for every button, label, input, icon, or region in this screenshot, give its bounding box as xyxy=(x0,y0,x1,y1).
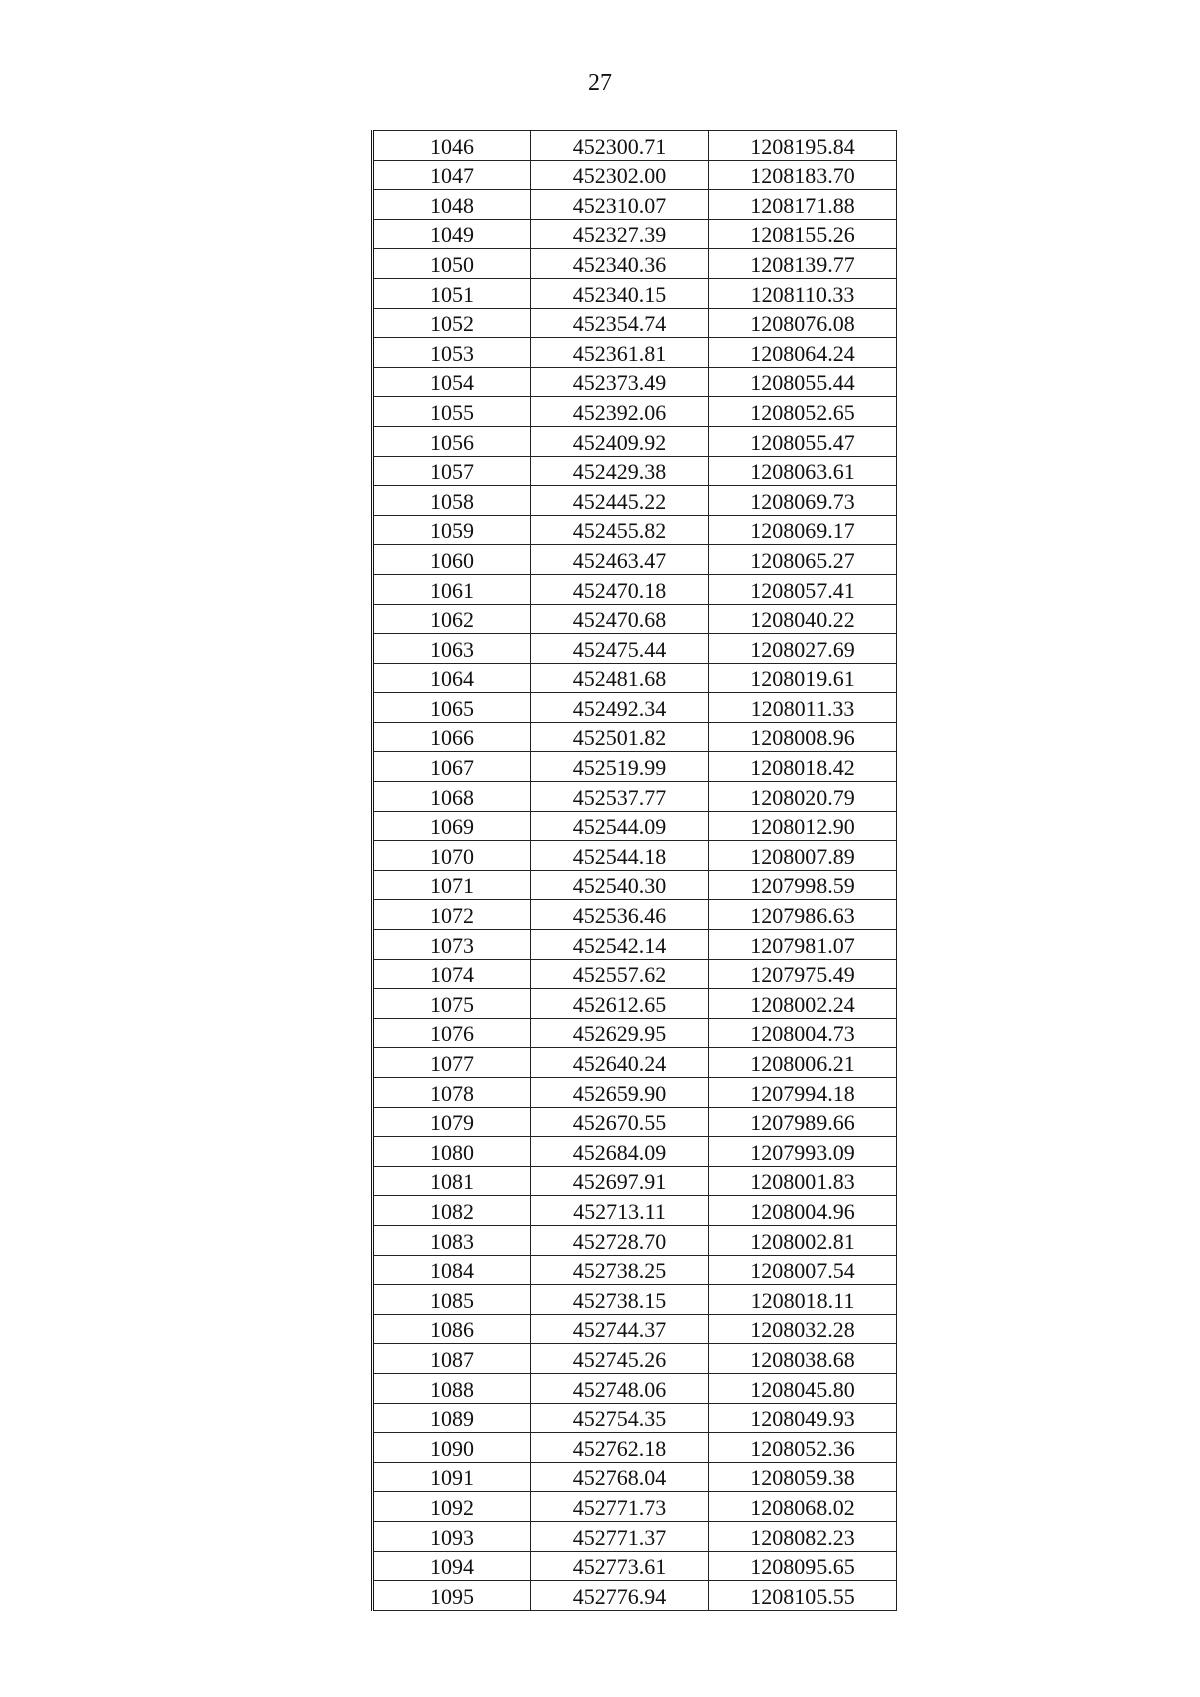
x-coordinate-cell: 452773.61 xyxy=(531,1551,709,1581)
point-number-cell: 1079 xyxy=(373,1107,531,1137)
x-coordinate-cell: 452629.95 xyxy=(531,1018,709,1048)
table-row xyxy=(373,841,897,871)
y-coordinate-cell: 1208063.61 xyxy=(709,456,897,486)
y-coordinate-cell: 1208006.21 xyxy=(709,1048,897,1078)
table-row xyxy=(373,574,897,604)
point-number-cell: 1068 xyxy=(373,782,531,812)
point-number-cell: 1066 xyxy=(373,722,531,752)
table-row xyxy=(373,989,897,1019)
y-coordinate-cell: 1208065.27 xyxy=(709,545,897,575)
point-number-cell: 1069 xyxy=(373,811,531,841)
x-coordinate-cell: 452470.18 xyxy=(531,574,709,604)
table-row xyxy=(373,456,897,486)
x-coordinate-cell: 452361.81 xyxy=(531,338,709,368)
table-row xyxy=(373,367,897,397)
table-row xyxy=(373,1255,897,1285)
table-row xyxy=(373,693,897,723)
x-coordinate-cell: 452445.22 xyxy=(531,486,709,516)
table-row xyxy=(373,1492,897,1522)
y-coordinate-cell: 1208049.93 xyxy=(709,1403,897,1433)
table-row xyxy=(373,1078,897,1108)
table-row xyxy=(373,634,897,664)
y-coordinate-cell: 1208018.42 xyxy=(709,752,897,782)
point-number-cell: 1067 xyxy=(373,752,531,782)
table-row xyxy=(373,1344,897,1374)
point-number-cell: 1054 xyxy=(373,367,531,397)
y-coordinate-cell: 1208082.23 xyxy=(709,1521,897,1551)
point-number-cell: 1071 xyxy=(373,870,531,900)
point-number-cell: 1094 xyxy=(373,1551,531,1581)
table-row xyxy=(373,338,897,368)
y-coordinate-cell: 1208045.80 xyxy=(709,1373,897,1403)
y-coordinate-cell: 1208040.22 xyxy=(709,604,897,634)
table-row xyxy=(373,486,897,516)
point-number-cell: 1050 xyxy=(373,249,531,279)
y-coordinate-cell: 1207989.66 xyxy=(709,1107,897,1137)
y-coordinate-cell: 1208004.73 xyxy=(709,1018,897,1048)
table-row xyxy=(373,959,897,989)
y-coordinate-cell: 1208007.89 xyxy=(709,841,897,871)
x-coordinate-cell: 452340.15 xyxy=(531,278,709,308)
table-row xyxy=(373,870,897,900)
point-number-cell: 1093 xyxy=(373,1521,531,1551)
point-number-cell: 1062 xyxy=(373,604,531,634)
point-number-cell: 1081 xyxy=(373,1166,531,1196)
y-coordinate-cell: 1208018.11 xyxy=(709,1285,897,1315)
table-row xyxy=(373,1551,897,1581)
y-coordinate-cell: 1208183.70 xyxy=(709,160,897,190)
y-coordinate-cell: 1208095.65 xyxy=(709,1551,897,1581)
y-coordinate-cell: 1207993.09 xyxy=(709,1137,897,1167)
y-coordinate-cell: 1208052.65 xyxy=(709,397,897,427)
point-number-cell: 1090 xyxy=(373,1433,531,1463)
x-coordinate-cell: 452744.37 xyxy=(531,1314,709,1344)
table-row xyxy=(373,1285,897,1315)
y-coordinate-cell: 1208105.55 xyxy=(709,1581,897,1611)
x-coordinate-cell: 452409.92 xyxy=(531,426,709,456)
table-row xyxy=(373,219,897,249)
y-coordinate-cell: 1208110.33 xyxy=(709,278,897,308)
x-coordinate-cell: 452670.55 xyxy=(531,1107,709,1137)
y-coordinate-cell: 1208055.47 xyxy=(709,426,897,456)
x-coordinate-cell: 452771.73 xyxy=(531,1492,709,1522)
x-coordinate-cell: 452492.34 xyxy=(531,693,709,723)
point-number-cell: 1055 xyxy=(373,397,531,427)
point-number-cell: 1086 xyxy=(373,1314,531,1344)
x-coordinate-cell: 452659.90 xyxy=(531,1078,709,1108)
table-row xyxy=(373,190,897,220)
table-row xyxy=(373,900,897,930)
x-coordinate-cell: 452481.68 xyxy=(531,663,709,693)
table-row xyxy=(373,1373,897,1403)
point-number-cell: 1087 xyxy=(373,1344,531,1374)
table-row xyxy=(373,1433,897,1463)
y-coordinate-cell: 1208069.17 xyxy=(709,515,897,545)
point-number-cell: 1051 xyxy=(373,278,531,308)
page-number: 27 xyxy=(588,70,612,96)
x-coordinate-cell: 452612.65 xyxy=(531,989,709,1019)
x-coordinate-cell: 452776.94 xyxy=(531,1581,709,1611)
point-number-cell: 1075 xyxy=(373,989,531,1019)
point-number-cell: 1063 xyxy=(373,634,531,664)
table-row xyxy=(373,1403,897,1433)
point-number-cell: 1091 xyxy=(373,1462,531,1492)
point-number-cell: 1057 xyxy=(373,456,531,486)
point-number-cell: 1078 xyxy=(373,1078,531,1108)
y-coordinate-cell: 1208055.44 xyxy=(709,367,897,397)
x-coordinate-cell: 452640.24 xyxy=(531,1048,709,1078)
point-number-cell: 1074 xyxy=(373,959,531,989)
point-number-cell: 1065 xyxy=(373,693,531,723)
table-row xyxy=(373,160,897,190)
x-coordinate-cell: 452536.46 xyxy=(531,900,709,930)
coordinates-table-body xyxy=(373,131,897,1611)
x-coordinate-cell: 452540.30 xyxy=(531,870,709,900)
point-number-cell: 1073 xyxy=(373,930,531,960)
point-number-cell: 1088 xyxy=(373,1373,531,1403)
y-coordinate-cell: 1208004.96 xyxy=(709,1196,897,1226)
x-coordinate-cell: 452354.74 xyxy=(531,308,709,338)
table-row xyxy=(373,1166,897,1196)
table-row xyxy=(373,397,897,427)
x-coordinate-cell: 452713.11 xyxy=(531,1196,709,1226)
x-coordinate-cell: 452771.37 xyxy=(531,1521,709,1551)
x-coordinate-cell: 452373.49 xyxy=(531,367,709,397)
point-number-cell: 1083 xyxy=(373,1225,531,1255)
point-number-cell: 1084 xyxy=(373,1255,531,1285)
point-number-cell: 1070 xyxy=(373,841,531,871)
y-coordinate-cell: 1208007.54 xyxy=(709,1255,897,1285)
table-row xyxy=(373,722,897,752)
table-row xyxy=(373,515,897,545)
y-coordinate-cell: 1208064.24 xyxy=(709,338,897,368)
table-row xyxy=(373,811,897,841)
x-coordinate-cell: 452310.07 xyxy=(531,190,709,220)
y-coordinate-cell: 1208076.08 xyxy=(709,308,897,338)
y-coordinate-cell: 1208195.84 xyxy=(709,131,897,161)
table-row xyxy=(373,308,897,338)
point-number-cell: 1085 xyxy=(373,1285,531,1315)
x-coordinate-cell: 452754.35 xyxy=(531,1403,709,1433)
x-coordinate-cell: 452300.71 xyxy=(531,131,709,161)
point-number-cell: 1061 xyxy=(373,574,531,604)
table-row xyxy=(373,1581,897,1611)
table-row xyxy=(373,545,897,575)
point-number-cell: 1048 xyxy=(373,190,531,220)
y-coordinate-cell: 1208059.38 xyxy=(709,1462,897,1492)
y-coordinate-cell: 1208019.61 xyxy=(709,663,897,693)
x-coordinate-cell: 452501.82 xyxy=(531,722,709,752)
x-coordinate-cell: 452544.09 xyxy=(531,811,709,841)
y-coordinate-cell: 1207975.49 xyxy=(709,959,897,989)
point-number-cell: 1058 xyxy=(373,486,531,516)
y-coordinate-cell: 1208012.90 xyxy=(709,811,897,841)
table-row xyxy=(373,1048,897,1078)
table-row xyxy=(373,426,897,456)
y-coordinate-cell: 1208155.26 xyxy=(709,219,897,249)
table-row xyxy=(373,1018,897,1048)
point-number-cell: 1082 xyxy=(373,1196,531,1226)
table-row xyxy=(373,782,897,812)
point-number-cell: 1053 xyxy=(373,338,531,368)
table-row xyxy=(373,1196,897,1226)
y-coordinate-cell: 1208068.02 xyxy=(709,1492,897,1522)
x-coordinate-cell: 452748.06 xyxy=(531,1373,709,1403)
point-number-cell: 1059 xyxy=(373,515,531,545)
y-coordinate-cell: 1208027.69 xyxy=(709,634,897,664)
table-row xyxy=(373,930,897,960)
table-row xyxy=(373,1462,897,1492)
x-coordinate-cell: 452537.77 xyxy=(531,782,709,812)
coordinates-table xyxy=(371,130,897,1611)
table-row xyxy=(373,663,897,693)
point-number-cell: 1056 xyxy=(373,426,531,456)
table-row xyxy=(373,131,897,161)
point-number-cell: 1095 xyxy=(373,1581,531,1611)
table-row xyxy=(373,1225,897,1255)
y-coordinate-cell: 1208011.33 xyxy=(709,693,897,723)
point-number-cell: 1064 xyxy=(373,663,531,693)
x-coordinate-cell: 452542.14 xyxy=(531,930,709,960)
table-row xyxy=(373,278,897,308)
y-coordinate-cell: 1208069.73 xyxy=(709,486,897,516)
x-coordinate-cell: 452768.04 xyxy=(531,1462,709,1492)
point-number-cell: 1092 xyxy=(373,1492,531,1522)
x-coordinate-cell: 452544.18 xyxy=(531,841,709,871)
point-number-cell: 1072 xyxy=(373,900,531,930)
table-row xyxy=(373,1107,897,1137)
table-row xyxy=(373,1521,897,1551)
x-coordinate-cell: 452340.36 xyxy=(531,249,709,279)
y-coordinate-cell: 1208001.83 xyxy=(709,1166,897,1196)
x-coordinate-cell: 452762.18 xyxy=(531,1433,709,1463)
x-coordinate-cell: 452392.06 xyxy=(531,397,709,427)
x-coordinate-cell: 452475.44 xyxy=(531,634,709,664)
x-coordinate-cell: 452697.91 xyxy=(531,1166,709,1196)
table-row xyxy=(373,752,897,782)
point-number-cell: 1060 xyxy=(373,545,531,575)
x-coordinate-cell: 452519.99 xyxy=(531,752,709,782)
y-coordinate-cell: 1207986.63 xyxy=(709,900,897,930)
point-number-cell: 1046 xyxy=(373,131,531,161)
x-coordinate-cell: 452738.15 xyxy=(531,1285,709,1315)
point-number-cell: 1052 xyxy=(373,308,531,338)
table-row xyxy=(373,1137,897,1167)
y-coordinate-cell: 1208171.88 xyxy=(709,190,897,220)
y-coordinate-cell: 1208002.24 xyxy=(709,989,897,1019)
x-coordinate-cell: 452463.47 xyxy=(531,545,709,575)
point-number-cell: 1089 xyxy=(373,1403,531,1433)
y-coordinate-cell: 1208008.96 xyxy=(709,722,897,752)
y-coordinate-cell: 1208052.36 xyxy=(709,1433,897,1463)
x-coordinate-cell: 452470.68 xyxy=(531,604,709,634)
x-coordinate-cell: 452327.39 xyxy=(531,219,709,249)
x-coordinate-cell: 452728.70 xyxy=(531,1225,709,1255)
x-coordinate-cell: 452302.00 xyxy=(531,160,709,190)
x-coordinate-cell: 452557.62 xyxy=(531,959,709,989)
point-number-cell: 1047 xyxy=(373,160,531,190)
y-coordinate-cell: 1208038.68 xyxy=(709,1344,897,1374)
table-row xyxy=(373,1314,897,1344)
y-coordinate-cell: 1208139.77 xyxy=(709,249,897,279)
point-number-cell: 1076 xyxy=(373,1018,531,1048)
y-coordinate-cell: 1207981.07 xyxy=(709,930,897,960)
x-coordinate-cell: 452429.38 xyxy=(531,456,709,486)
table-row xyxy=(373,604,897,634)
point-number-cell: 1049 xyxy=(373,219,531,249)
point-number-cell: 1077 xyxy=(373,1048,531,1078)
x-coordinate-cell: 452684.09 xyxy=(531,1137,709,1167)
point-number-cell: 1080 xyxy=(373,1137,531,1167)
y-coordinate-cell: 1208032.28 xyxy=(709,1314,897,1344)
table-row xyxy=(373,249,897,279)
x-coordinate-cell: 452455.82 xyxy=(531,515,709,545)
y-coordinate-cell: 1207994.18 xyxy=(709,1078,897,1108)
y-coordinate-cell: 1208057.41 xyxy=(709,574,897,604)
y-coordinate-cell: 1208002.81 xyxy=(709,1225,897,1255)
x-coordinate-cell: 452745.26 xyxy=(531,1344,709,1374)
y-coordinate-cell: 1207998.59 xyxy=(709,870,897,900)
x-coordinate-cell: 452738.25 xyxy=(531,1255,709,1285)
y-coordinate-cell: 1208020.79 xyxy=(709,782,897,812)
